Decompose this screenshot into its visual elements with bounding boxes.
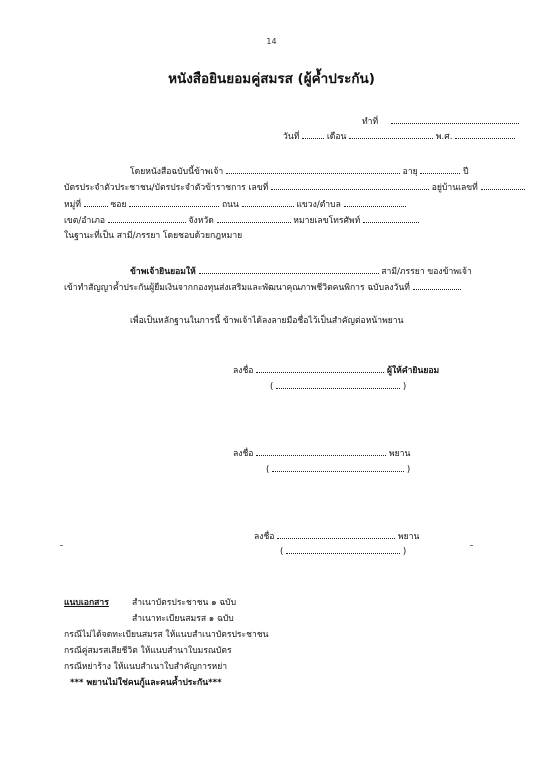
month-label: เดือน — [326, 132, 347, 142]
soi-field[interactable] — [129, 198, 219, 207]
spouse-name-field[interactable] — [199, 265, 379, 274]
attachment-item-1: สำเนาบัตรประชาชน ๑ ฉบับ — [132, 598, 237, 608]
close-paren: ) — [402, 382, 407, 392]
year-field[interactable] — [455, 130, 515, 139]
at-label: ทำที่ — [362, 117, 379, 127]
attachments-label: แนบเอกสาร — [64, 598, 109, 608]
witness1-name-field[interactable] — [272, 463, 404, 472]
open-paren: ( — [280, 547, 284, 557]
contract-text: เข้าทำสัญญาค้ำประกันผู้ยืมเงินจากกองทุนส่งเสริมและพัฒนาคุณภาพชีวิตคนพิการ ฉบับลงวันที่ — [64, 283, 410, 293]
subdistrict-label: แขวง/ตำบล — [296, 200, 341, 210]
witness2-signature-line — [254, 530, 419, 543]
witness2-signature-field[interactable] — [277, 530, 395, 539]
declarant-label: โดยหนังสือฉบับนี้ข้าพเจ้า — [130, 167, 224, 177]
day-field[interactable] — [302, 130, 324, 139]
soi-label: ซอย — [110, 200, 127, 210]
contract-line — [64, 281, 461, 294]
open-paren: ( — [270, 382, 274, 392]
province-field[interactable] — [217, 214, 291, 223]
consenter-signature-line — [233, 364, 439, 377]
age-label: อายุ — [402, 167, 418, 177]
date-label: วันที่ — [283, 132, 300, 142]
open-paren: ( — [266, 465, 270, 475]
place-field[interactable] — [391, 115, 519, 124]
place-line — [362, 115, 519, 128]
evidence-line: เพื่อเป็นหลักฐานในการนี้ ข้าพเจ้าได้ลงลายมือชื่อไว้เป็นสำคัญต่อหน้าพยาน — [130, 316, 404, 326]
age-field[interactable] — [420, 165, 460, 174]
witness1-signature-field[interactable] — [256, 447, 386, 456]
attachment-note-3: กรณีหย่าร้าง ให้แนบสำเนาใบสำคัญการหย่า — [64, 662, 228, 672]
declarant-name-field[interactable] — [226, 165, 400, 174]
attachment-note-1: กรณีไม่ได้จดทะเบียนสมรส ให้แนบสำเนาบัตรประชาชน — [64, 630, 269, 640]
subdistrict-field[interactable] — [344, 198, 406, 207]
district-field[interactable] — [108, 214, 186, 223]
page-number: 14 — [266, 37, 277, 46]
phone-label: หมายเลขโทรศัพท์ — [293, 216, 361, 226]
consenter-name-field[interactable] — [276, 380, 400, 389]
moo-field[interactable] — [84, 198, 108, 207]
house-number-field[interactable] — [481, 181, 525, 190]
witness-role-label: พยาน — [397, 532, 420, 542]
body-line-3 — [64, 198, 406, 211]
road-label: ถนน — [221, 200, 239, 210]
consenter-name-line — [270, 380, 406, 393]
province-label: จังหวัด — [188, 216, 214, 226]
month-field[interactable] — [349, 130, 433, 139]
witness2-name-field[interactable] — [286, 545, 400, 554]
body-line-5: ในฐานะที่เป็น สามี/ภรรยา โดยชอบด้วยกฎหมาย — [64, 231, 243, 241]
sign-label: ลงชื่อ — [233, 366, 254, 376]
body-line-1 — [130, 165, 469, 178]
witness2-name-line — [280, 545, 406, 558]
contract-date-field[interactable] — [413, 281, 461, 290]
year-unit-label: ปี — [463, 167, 469, 177]
district-label: เขต/อำเภอ — [64, 216, 106, 226]
moo-label: หมู่ที่ — [64, 200, 81, 210]
body-line-2 — [64, 181, 525, 194]
close-paren: ) — [402, 547, 407, 557]
consenter-role-label: ผู้ให้คำยินยอม — [386, 366, 440, 376]
scan-speck — [60, 545, 63, 546]
id-card-label: บัตรประจำตัวประชาชน/บัตรประจำตัวข้าราชการ เลขที่ — [64, 183, 269, 193]
spouse-label: สามี/ภรรยา ของข้าพเจ้า — [381, 267, 472, 277]
consenter-signature-field[interactable] — [256, 364, 384, 373]
sign-label: ลงชื่อ — [254, 532, 275, 542]
witness-role-label: พยาน — [388, 449, 411, 459]
house-number-label: อยู่บ้านเลขที่ — [431, 183, 478, 193]
date-line — [283, 130, 515, 143]
consent-label: ข้าพเจ้ายินยอมให้ — [130, 267, 196, 277]
witness-warning: *** พยานไม่ใช่คนกู้และคนค้ำประกัน*** — [70, 678, 222, 688]
attachment-note-2: กรณีคู่สมรสเสียชีวิต ให้แนบสำนาใบมรณบัตร — [64, 646, 232, 656]
close-paren: ) — [406, 465, 411, 475]
body-line-4 — [64, 214, 419, 227]
phone-field[interactable] — [363, 214, 419, 223]
witness1-name-line — [266, 463, 410, 476]
year-label: พ.ศ. — [435, 132, 453, 142]
sign-label: ลงชื่อ — [233, 449, 254, 459]
attachment-item-2: สำเนาทะเบียนสมรส ๑ ฉบับ — [132, 614, 234, 624]
road-field[interactable] — [242, 198, 294, 207]
witness1-signature-line — [233, 447, 410, 460]
consent-line — [130, 265, 472, 278]
page-title: หนังสือยินยอมคู่สมรส (ผู้ค้ำประกัน) — [168, 71, 375, 87]
id-number-field[interactable] — [271, 181, 429, 190]
scan-speck — [470, 545, 473, 546]
